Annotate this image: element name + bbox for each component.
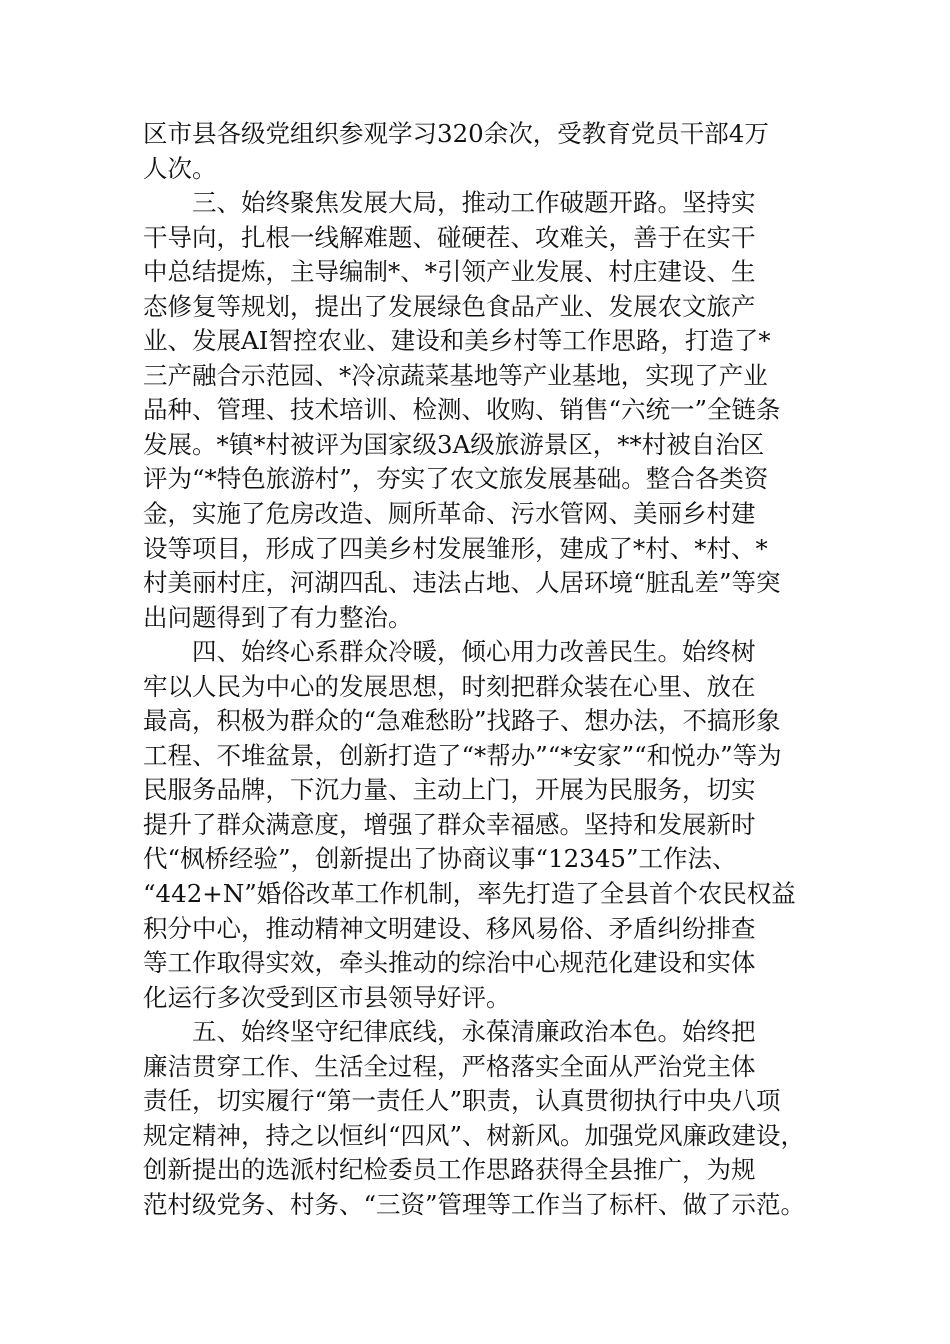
text-line: 廉洁贯穿工作、生活全过程，严格落实全面从严治党主体	[143, 1051, 756, 1081]
paragraph-first-line: 五、始终坚守纪律底线，永葆清廉政治本色。始终把	[192, 1017, 756, 1047]
text-line: 设等项目，形成了四美乡村发展雏形，建成了*村、*村、*	[143, 533, 768, 563]
text-line: 区市县各级党组织参观学习320余次，受教育党员干部4万	[143, 119, 769, 148]
text-line: 三产融合示范园、*冷凉蔬菜基地等产业基地，实现了产业	[143, 360, 768, 390]
text-line: 村美丽村庄，河湖四乱、违法占地、人居环境“脏乱差”等突	[143, 568, 781, 598]
text-line: 品种、管理、技术培训、检测、收购、销售“六统一”全链条	[143, 395, 781, 425]
text-line: 业、发展AI智控农业、建设和美乡村等工作思路，打造了*	[143, 326, 771, 356]
text-line: 干导向，扎根一线解难题、碰硬茬、攻难关，善于在实干	[143, 222, 756, 252]
text-line: “442+N”婚俗改革工作机制，率先打造了全县首个农民权益	[143, 879, 796, 909]
text-line: 人次。	[143, 153, 217, 183]
text-line: 出问题得到了有力整治。	[143, 602, 413, 632]
text-line: 评为“*特色旅游村”，夯实了农文旅发展基础。整合各类资	[143, 464, 769, 494]
document-body	[143, 117, 833, 1223]
text-line: 发展。*镇*村被评为国家级3A级旅游景区，**村被自治区	[143, 429, 765, 459]
text-line: 化运行多次受到区市县领导好评。	[143, 982, 511, 1012]
text-line: 提升了群众满意度，增强了群众幸福感。坚持和发展新时	[143, 809, 756, 839]
text-line: 积分中心，推动精神文明建设、移风易俗、矛盾纠纷排查	[143, 913, 756, 943]
text-line: 民服务品牌，下沉力量、主动上门，开展为民服务，切实	[143, 775, 756, 805]
text-line: 中总结提炼，主导编制*、*引领产业发展、村庄建设、生	[143, 257, 756, 287]
text-line: 态修复等规划，提出了发展绿色食品产业、发展农文旅产	[143, 291, 756, 321]
text-line: 等工作取得实效，牵头推动的综治中心规范化建设和实体	[143, 948, 756, 978]
text-line: 范村级党务、村务、“三资”管理等工作当了标杆、做了示范。	[143, 1189, 806, 1219]
text-line: 金，实施了危房改造、厕所革命、污水管网、美丽乡村建	[143, 499, 756, 529]
paragraph-first-line: 四、始终心系群众冷暖，倾心用力改善民生。始终树	[192, 637, 756, 667]
text-line: 牢以人民为中心的发展思想，时刻把群众装在心里、放在	[143, 671, 756, 701]
text-line: 责任，切实履行“第一责任人”职责，认真贯彻执行中央八项	[143, 1086, 781, 1116]
text-line: 创新提出的选派村纪检委员工作思路获得全县推广，为规	[143, 1155, 756, 1185]
text-line: 最高，积极为群众的“急难愁盼”找路子、想办法，不搞形象	[143, 706, 781, 736]
paragraph-first-line: 三、始终聚焦发展大局，推动工作破题开路。坚持实	[192, 188, 756, 218]
text-line: 工程、不堆盆景，创新打造了“*帮办”“*安家”“和悦办”等为	[143, 740, 782, 770]
text-line: 代“枫桥经验”，创新提出了协商议事“12345”工作法、	[143, 844, 737, 874]
text-line: 规定精神，持之以恒纠“四风”、树新风。加强党风廉政建设，	[143, 1120, 806, 1150]
